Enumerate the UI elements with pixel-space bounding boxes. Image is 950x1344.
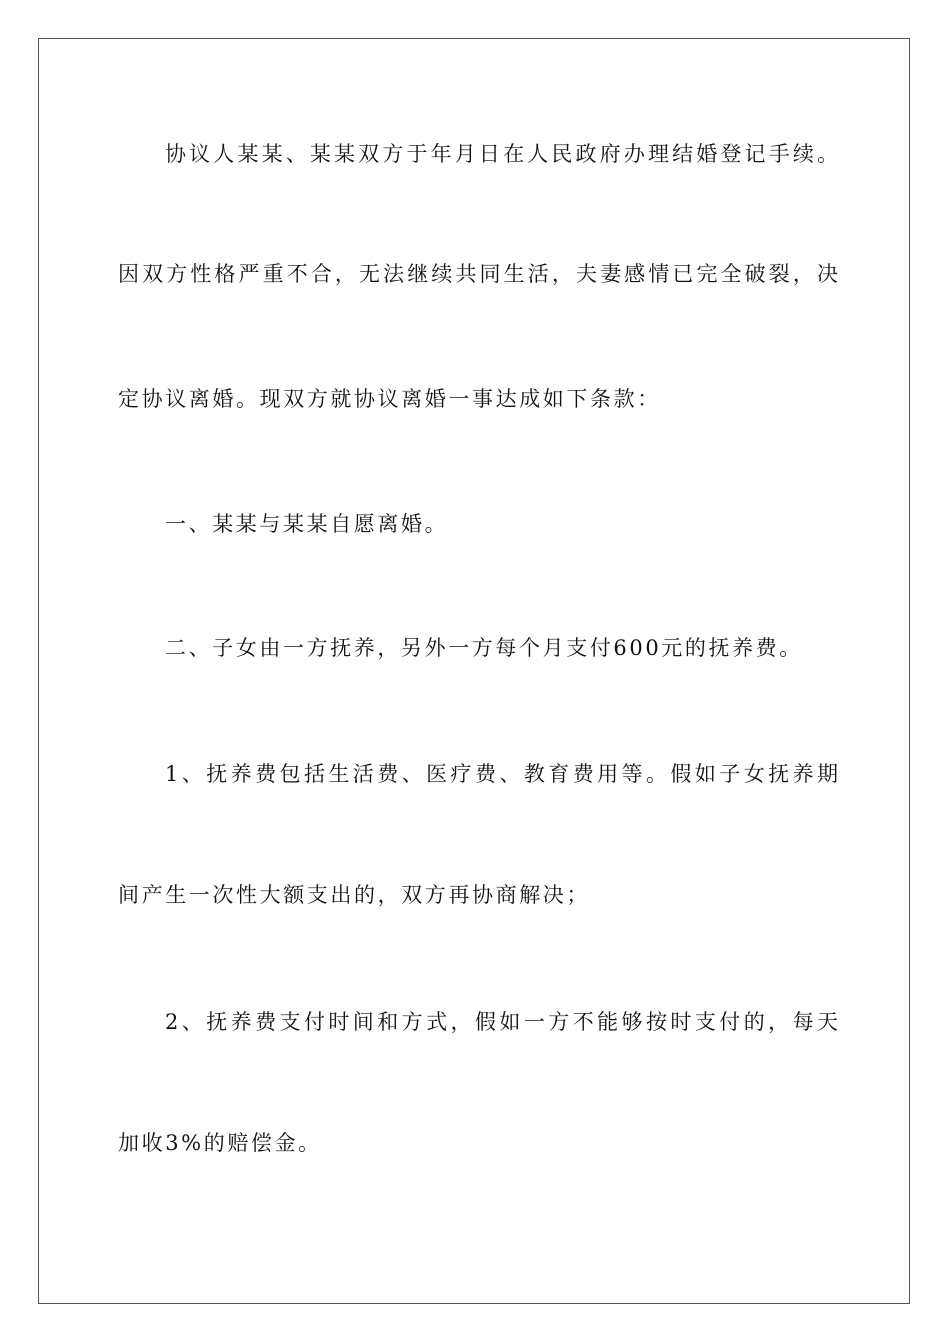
paragraph-intro-line-1: 协议人某某、某某双方于年月日在人民政府办理结婚登记手续。 [165, 142, 838, 166]
clause-two-item-1-line-1: 1、抚养费包括生活费、医疗费、教育费用等。假如子女抚养期 [165, 762, 838, 786]
clause-two-item-2-line-2: 加收3%的赔偿金。 [118, 1131, 322, 1155]
clause-two-item-2-line-1: 2、抚养费支付时间和方式，假如一方不能够按时支付的，每天 [165, 1010, 838, 1034]
clause-two-item-1-line-2: 间产生一次性大额支出的，双方再协商解决； [118, 883, 590, 907]
clause-two: 二、子女由一方抚养，另外一方每个月支付600元的抚养费。 [165, 636, 803, 660]
clause-one: 一、某某与某某自愿离婚。 [165, 512, 449, 536]
paragraph-intro-line-3: 定协议离婚。现双方就协议离婚一事达成如下条款： [118, 387, 661, 411]
page-border [38, 38, 910, 1304]
paragraph-intro-line-2: 因双方性格严重不合，无法继续共同生活，夫妻感情已完全破裂，决 [118, 262, 838, 286]
